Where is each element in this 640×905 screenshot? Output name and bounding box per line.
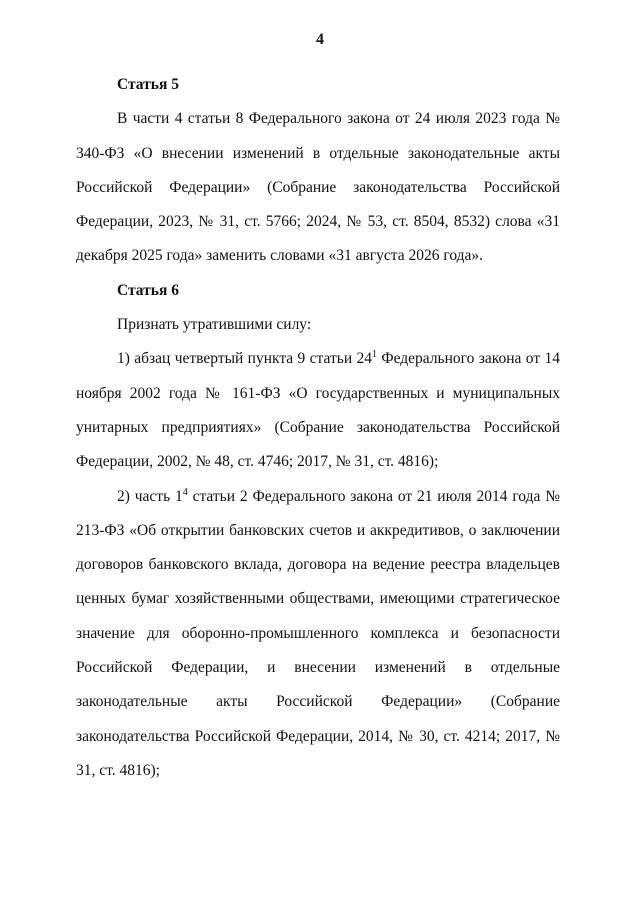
item-2-suffix: статьи 2 Федерального закона от 21 июля 2014 года № 213-ФЗ «Об открытии банковских счетов и аккредитивов, о заключении договоров банковского вклада, договора на ведение реестра владельцев ценных бумаг хозяйственными обществами, имеющими стратегическое значение для оборонно-промышленного комплекса и безопасности Российской Федерации, и внесении изменений в отдельные законодательные акты Российской Федерации» (Собрание законодательства Российской Федерации, 2014, № 30, ст. 4214; 2017, № 31, ст. 4816); xyxy=(76,487,560,779)
item-1-superscript: 1 xyxy=(372,349,377,361)
item-1-suffix: Федерального закона от 14 ноября 2002 года № 161-ФЗ «О государственных и муниципальных унитарных предприятиях» (Собрание законодательства Российской Федерации, 2002, № 48, ст. 4746; 2017, № 31, ст. 4816); xyxy=(76,350,560,471)
item-1-prefix: 1) абзац четвертый пункта 9 статьи 24 xyxy=(117,350,372,368)
item-2-prefix: 2) часть 1 xyxy=(117,487,183,505)
item-2-superscript: 4 xyxy=(182,486,188,498)
article-6-item-1 xyxy=(76,342,560,479)
article-5-text: В части 4 статьи 8 Федерального закона от 24 июля 2023 года № 340-ФЗ «О внесении изменений в отдельные законодательные акты Российской Федерации» (Собрание законодательства Российской Федерации, 2023, № 31, ст. 5766; 2024, № 53, ст. 8504, 8532) слова «31 декабря 2025 года» заменить словами «31 августа 2026 года». xyxy=(76,110,560,265)
article-6-item-2 xyxy=(76,480,560,789)
article-5-heading: Статья 5 xyxy=(117,76,179,93)
article-6-intro: Признать утратившими силу: xyxy=(117,316,312,334)
page-number: 4 xyxy=(316,31,324,48)
document-body xyxy=(76,68,560,788)
article-6-heading: Статья 6 xyxy=(117,281,179,299)
